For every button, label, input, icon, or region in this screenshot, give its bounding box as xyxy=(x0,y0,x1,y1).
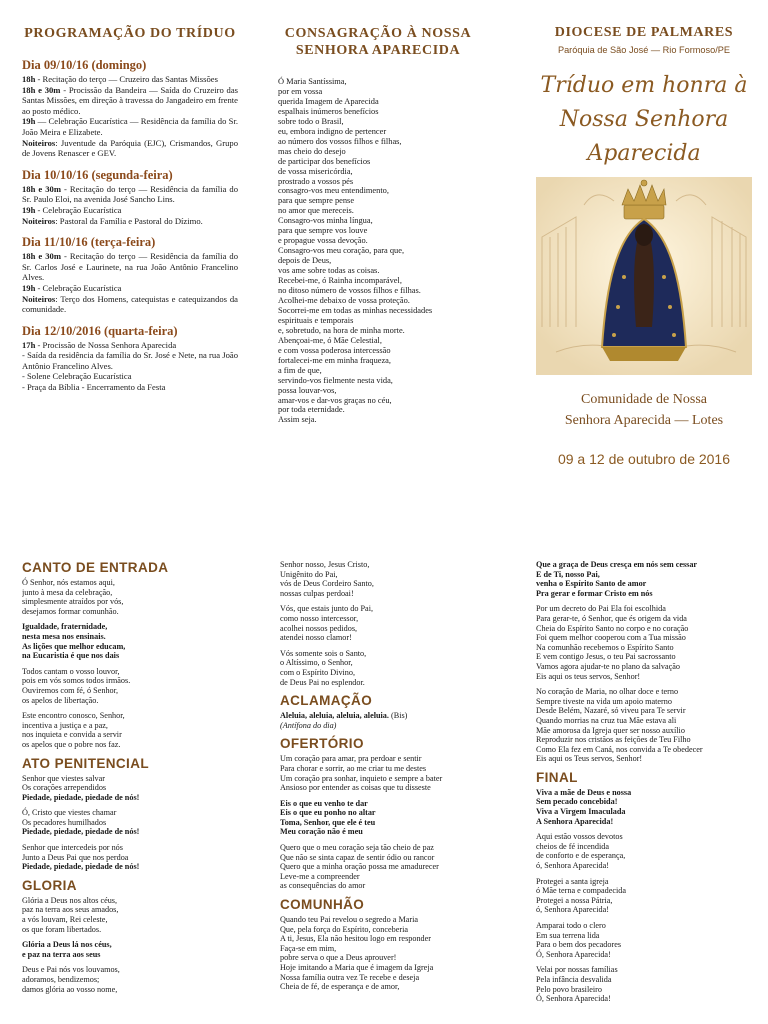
triduo-line-1: Tríduo em honra à xyxy=(540,73,748,98)
ofertorio-refrain: Eis o que eu venho te dar Eis o que eu ponho no altar Toma, Senhor, que ele é teu Meu coração não é meu xyxy=(280,798,376,837)
ato-penitencial-title: ATO PENITENCIAL xyxy=(22,755,150,771)
consagracao-text: Ó Maria Santíssima, por em vossa querida Imagem de Aparecida espalhais inúmeros benefícios sobre todo o Brasil, eu, embora indigno de pertencer ao número dos vossos filhos e filhas, mas cheio do desejo de participar dos benefícios de vossa misericórdia, prostrado a vossos pés consagro-vos meu entendimento, para que sempre pense no amor que mereceis. Consagro-vos minha língua, para que sempre vos louve e propague vossa devoção. Consagro-vos meu coração, para que, depois de Deus, vos ame sobre todas as coisas. Recebei-me, ó Rainha incomparável, no ditoso número de vossos filhos e filhas. Acolhei-me debaixo de vossa proteção. Socorrei-me em todas as minhas necessidades espirituais e temporais e, sobretudo, na hora de minha morte. Abençoai-me, ó Mãe Celestial, e com vossa poderosa intercessão fortalecei-me em minha fraqueza, a fim de que, servindo-vos fielmente nesta vida, possa louvar-vos, amar-vos e dar-vos graças no céu, por toda eternidade. Assim seja. xyxy=(278,77,433,425)
aparecida-illustration xyxy=(536,177,752,375)
triduo-line-3: Aparecida xyxy=(587,141,701,166)
final-title: FINAL xyxy=(536,769,578,785)
ato-penitencial-response: Piedade, piedade, piedade de nós! xyxy=(22,862,140,872)
final-verse: Aqui estão vossos devotos cheios de fé incendida de conforto e de esperança, ó, Senhora Aparecida! xyxy=(536,832,626,871)
bottom-right-panel xyxy=(536,560,752,1024)
bottom-left-panel xyxy=(22,560,238,1024)
comunidade-line-2: Senhora Aparecida — Lotes xyxy=(564,413,724,428)
schedule-item xyxy=(22,371,238,382)
schedule-time: 18h e 30m xyxy=(22,183,61,194)
schedule-time: 18h e 30m xyxy=(22,251,61,262)
comunhao-refrain: Que a graça de Deus cresça em nós sem cessar E de Ti, nosso Pai, venha o Espírito Santo de amor Pra gerar e formar Cristo em nós xyxy=(536,560,698,598)
ofertorio-verse: Um coração para amar, pra perdoar e sentir Para chorar e sorrir, ao me criar tu me destes Um coração pra sonhar, inquieto e sempre a bater Ansioso por entender as coisas que tu disseste xyxy=(280,754,443,793)
comunhao-verse: No coração de Maria, no olhar doce e terno Sempre tiveste na vida um apoio materno Desde Belém, Nazaré, só viveu para Te servir Quando morrias na cruz tua Mãe estava ali Mãe amorosa da Igreja quer ser nosso auxílio Reproduzir nos cristãos as feições de Teu Filho Como Ela fez em Caná, nos convida a Te obedecer Eis aqui os Teus servos, Senhor! xyxy=(536,687,703,764)
consagracao-title: CONSAGRAÇÃO À NOSSA SENHORA APARECIDA xyxy=(284,26,472,58)
aclamacao-title: ACLAMAÇÃO xyxy=(280,693,373,709)
cover-panel xyxy=(536,0,752,520)
schedule-item xyxy=(22,283,238,294)
final-verse: Velai por nossas famílias Pela infância desvalida Pelo povo brasileiro Ó, Senhora Aparecida! xyxy=(536,965,618,1004)
schedule-desc: - Recitação do terço — Cruzeiro das Santas Missões xyxy=(35,74,218,84)
triduo-line-2: Nossa Senhora xyxy=(559,107,729,132)
schedule-item xyxy=(22,138,238,159)
aclamacao-bis: (Bis) xyxy=(388,711,408,721)
schedule-time: Noiteiros xyxy=(22,293,56,304)
bottom-center-panel xyxy=(280,560,480,1024)
day-heading: Dia 10/10/16 (segunda-feira) xyxy=(22,167,173,182)
schedule-item xyxy=(22,350,238,371)
aclamacao-text xyxy=(280,711,480,721)
day-heading: Dia 11/10/16 (terça-feira) xyxy=(22,235,156,250)
schedule-time: 19h xyxy=(22,204,36,215)
schedule-desc: - Saída da residência da família do Sr. José e Nete, na rua João Antônio Francelino Alves. xyxy=(22,350,238,371)
day-heading: Dia 09/10/16 (domingo) xyxy=(22,58,147,72)
programacao-title: PROGRAMAÇÃO DO TRÍDUO xyxy=(24,26,236,41)
schedule-item xyxy=(22,85,238,117)
schedule-desc: - Celebração Eucarística xyxy=(35,204,122,215)
aclamacao-aleluia: Aleluia, aleluia, aleluia, aleluia. xyxy=(280,711,389,721)
schedule-item xyxy=(22,340,238,351)
schedule-desc: - Procissão da Bandeira — Saída do Cruzeiro das Santas Missões, em direção à travessa do Jangadeiro em frente ao posto médico. xyxy=(22,84,238,116)
gloria-verse: Deus e Pai nós vos louvamos, adoramos, bendizemos; damos glória ao vosso nome, xyxy=(22,965,120,994)
schedule-item xyxy=(22,382,238,393)
canto-entrada-verse: Ó Senhor, nós estamos aqui, junto à mesa da celebração, simplesmente atraídos por vós, desejamos formar comunhão. xyxy=(22,578,124,616)
schedule-time: 18h e 30m xyxy=(22,84,61,95)
schedule-item xyxy=(22,251,238,283)
gloria-verse: Vós, que estais junto do Pai, como nosso intercessor, acolhei nossos pedidos, atendei nosso clamor! xyxy=(280,604,374,643)
schedule-time: 17h xyxy=(22,339,36,350)
schedule-desc: : Pastoral da Família e Pastoral do Dízimo. xyxy=(55,215,203,226)
comunidade-title xyxy=(536,389,752,431)
schedule-desc: — Celebração Eucarística — Residência da família do Sr. João Meira e Elizabete. xyxy=(22,116,238,137)
final-verse: Protegei a santa igreja ó Mãe terna e compadecida Protegei a nossa Pátria, ó, Senhora Aparecida! xyxy=(536,876,627,915)
schedule-desc: - Recitação do terço — Residência da família do Sr. Paulo Eloi, na avenida José Sancho Lins. xyxy=(22,183,238,205)
ato-penitencial-response: Piedade, piedade, piedade de nós! xyxy=(22,827,140,837)
ato-penitencial-verse: Senhor que viestes salvar Os corações arrependidos xyxy=(22,773,107,793)
ato-penitencial-verse: Ó, Cristo que viestes chamar Os pecadores humilhados xyxy=(22,808,117,827)
canto-entrada-verse: Todos cantam o vosso louvor, pois em vós somos todos irmãos. Ouviremos com fé, ó Senhor, os apelos de libertação. xyxy=(22,666,131,705)
schedule-desc: : Juventude da Paróquia (EJC), Crismandos, Grupo de Jovens Renascer e GEV. xyxy=(22,137,238,159)
canto-entrada-refrain: Igualdade, fraternidade, nesta mesa nos ensinais. As lições que melhor educam, na Eucaristia é que nos dais xyxy=(22,622,126,661)
schedule-desc: - Solene Celebração Eucarística xyxy=(22,371,132,382)
canto-entrada-title: CANTO DE ENTRADA xyxy=(22,560,169,575)
schedule-time: 19h xyxy=(22,116,36,127)
schedule-desc: : Terço dos Homens, catequistas e catequizandos da comunidade. xyxy=(22,293,238,315)
gloria-verse: Vós somente sois o Santo, o Altíssimo, o Senhor, com o Espírito Divino, de Deus Pai no esplendor. xyxy=(280,648,367,687)
schedule-item xyxy=(22,216,238,227)
schedule-desc: - Recitação do terço — Residência da família do Sr. Carlos José e Laurinete, na rua João Antônio Francelino Alves. xyxy=(22,251,238,283)
aparecida-image xyxy=(536,177,752,375)
schedule-time: Noiteiros xyxy=(22,137,56,148)
aclamacao-antifona: (Antífona do dia) xyxy=(280,720,337,730)
schedule-desc: - Celebração Eucarística xyxy=(35,282,122,293)
gloria-refrain: Glória a Deus lá nos céus, e paz na terra aos seus xyxy=(22,940,112,959)
schedule-item xyxy=(22,116,238,137)
schedule-time: Noiteiros xyxy=(22,215,56,226)
final-refrain: Viva a mãe de Deus e nossa Sem pecado concebida! Viva a Virgem Imaculada A Senhora Aparecida! xyxy=(536,787,632,826)
comunhao-verse: Por um decreto do Pai Ela foi escolhida Para gerar-te, ó Senhor, que és origem da vida Cheia do Espírito Santo no corpo e no coração Foi quem melhor cooperou com a Tua missão Na comunhão recebemos o Espírito Santo E vem contigo Jesus, o teu Pai sacrossanto Vamos agora ajudar-te no plano da salvação Eis aqui os teus servos, Senhor! xyxy=(536,604,689,681)
programacao-panel xyxy=(22,0,238,520)
gloria-verse: Glória a Deus nos altos céus, paz na terra aos seus amados, a vós louvam, Rei celeste, os que foram libertados. xyxy=(22,895,119,934)
gloria-verse: Senhor nosso, Jesus Cristo, Unigênito do Pai, vós de Deus Cordeiro Santo, nossas culpas perdoai! xyxy=(280,560,374,598)
comunidade-line-1: Comunidade de Nossa xyxy=(581,392,707,407)
consagracao-panel xyxy=(278,0,478,520)
schedule-desc: - Procissão de Nossa Senhora Aparecida xyxy=(35,339,177,350)
ato-penitencial-response: Piedade, piedade, piedade de nós! xyxy=(22,792,140,802)
day-heading: Dia 12/10/2016 (quarta-feira) xyxy=(22,323,178,338)
final-verse: Amparai todo o clero Em sua terrena lida Para o bem dos pecadores Ó, Senhora Aparecida! xyxy=(536,921,622,959)
schedule-time: 19h xyxy=(22,282,36,293)
schedule-time: 18h xyxy=(22,74,36,84)
schedule-item xyxy=(22,184,238,205)
schedule-item xyxy=(22,74,238,85)
programacao-days xyxy=(22,58,238,393)
comunhao-verse: Quando teu Pai revelou o segredo a Maria Que, pela força do Espírito, conceberia A ti, Jesus, Ela não hesitou logo em responder Faça-se em mim, pobre serva o que a Deus aprouver! Hoje imitando a Maria que é imagem da Igreja Nossa família outra vez Te recebe e deseja Cheia de fé, de esperança e de amor, xyxy=(280,915,434,992)
gloria-title: GLORIA xyxy=(22,877,77,893)
comunhao-title: COMUNHÃO xyxy=(280,897,365,913)
triduo-title xyxy=(536,69,752,171)
dates-text: 09 a 12 de outubro de 2016 xyxy=(557,451,731,467)
ofertorio-verse: Quero que o meu coração seja tão cheio de paz Que não se sinta capaz de sentir ódio ou rancor Quero que a minha oração possa me amadurecer Leve-me a compreender as consequências do amor xyxy=(280,843,439,891)
ofertorio-title: OFERTÓRIO xyxy=(280,736,364,752)
paroquia-subtitle: Paróquia de São José — Rio Formoso/PE xyxy=(557,45,731,55)
schedule-item xyxy=(22,294,238,315)
canto-entrada-verse: Este encontro conosco, Senhor, incentiva a justiça e a paz, nos inquieta e convida a servir os apelos que o pobre nos faz. xyxy=(22,711,125,749)
schedule-item xyxy=(22,205,238,216)
diocese-title: DIOCESE DE PALMARES xyxy=(554,25,734,40)
schedule-desc: - Praça da Bíblia - Encerramento da Festa xyxy=(22,382,166,393)
ato-penitencial-verse: Senhor que intercedeis por nós Junto a Deus Pai que nos perdoa xyxy=(22,843,129,862)
